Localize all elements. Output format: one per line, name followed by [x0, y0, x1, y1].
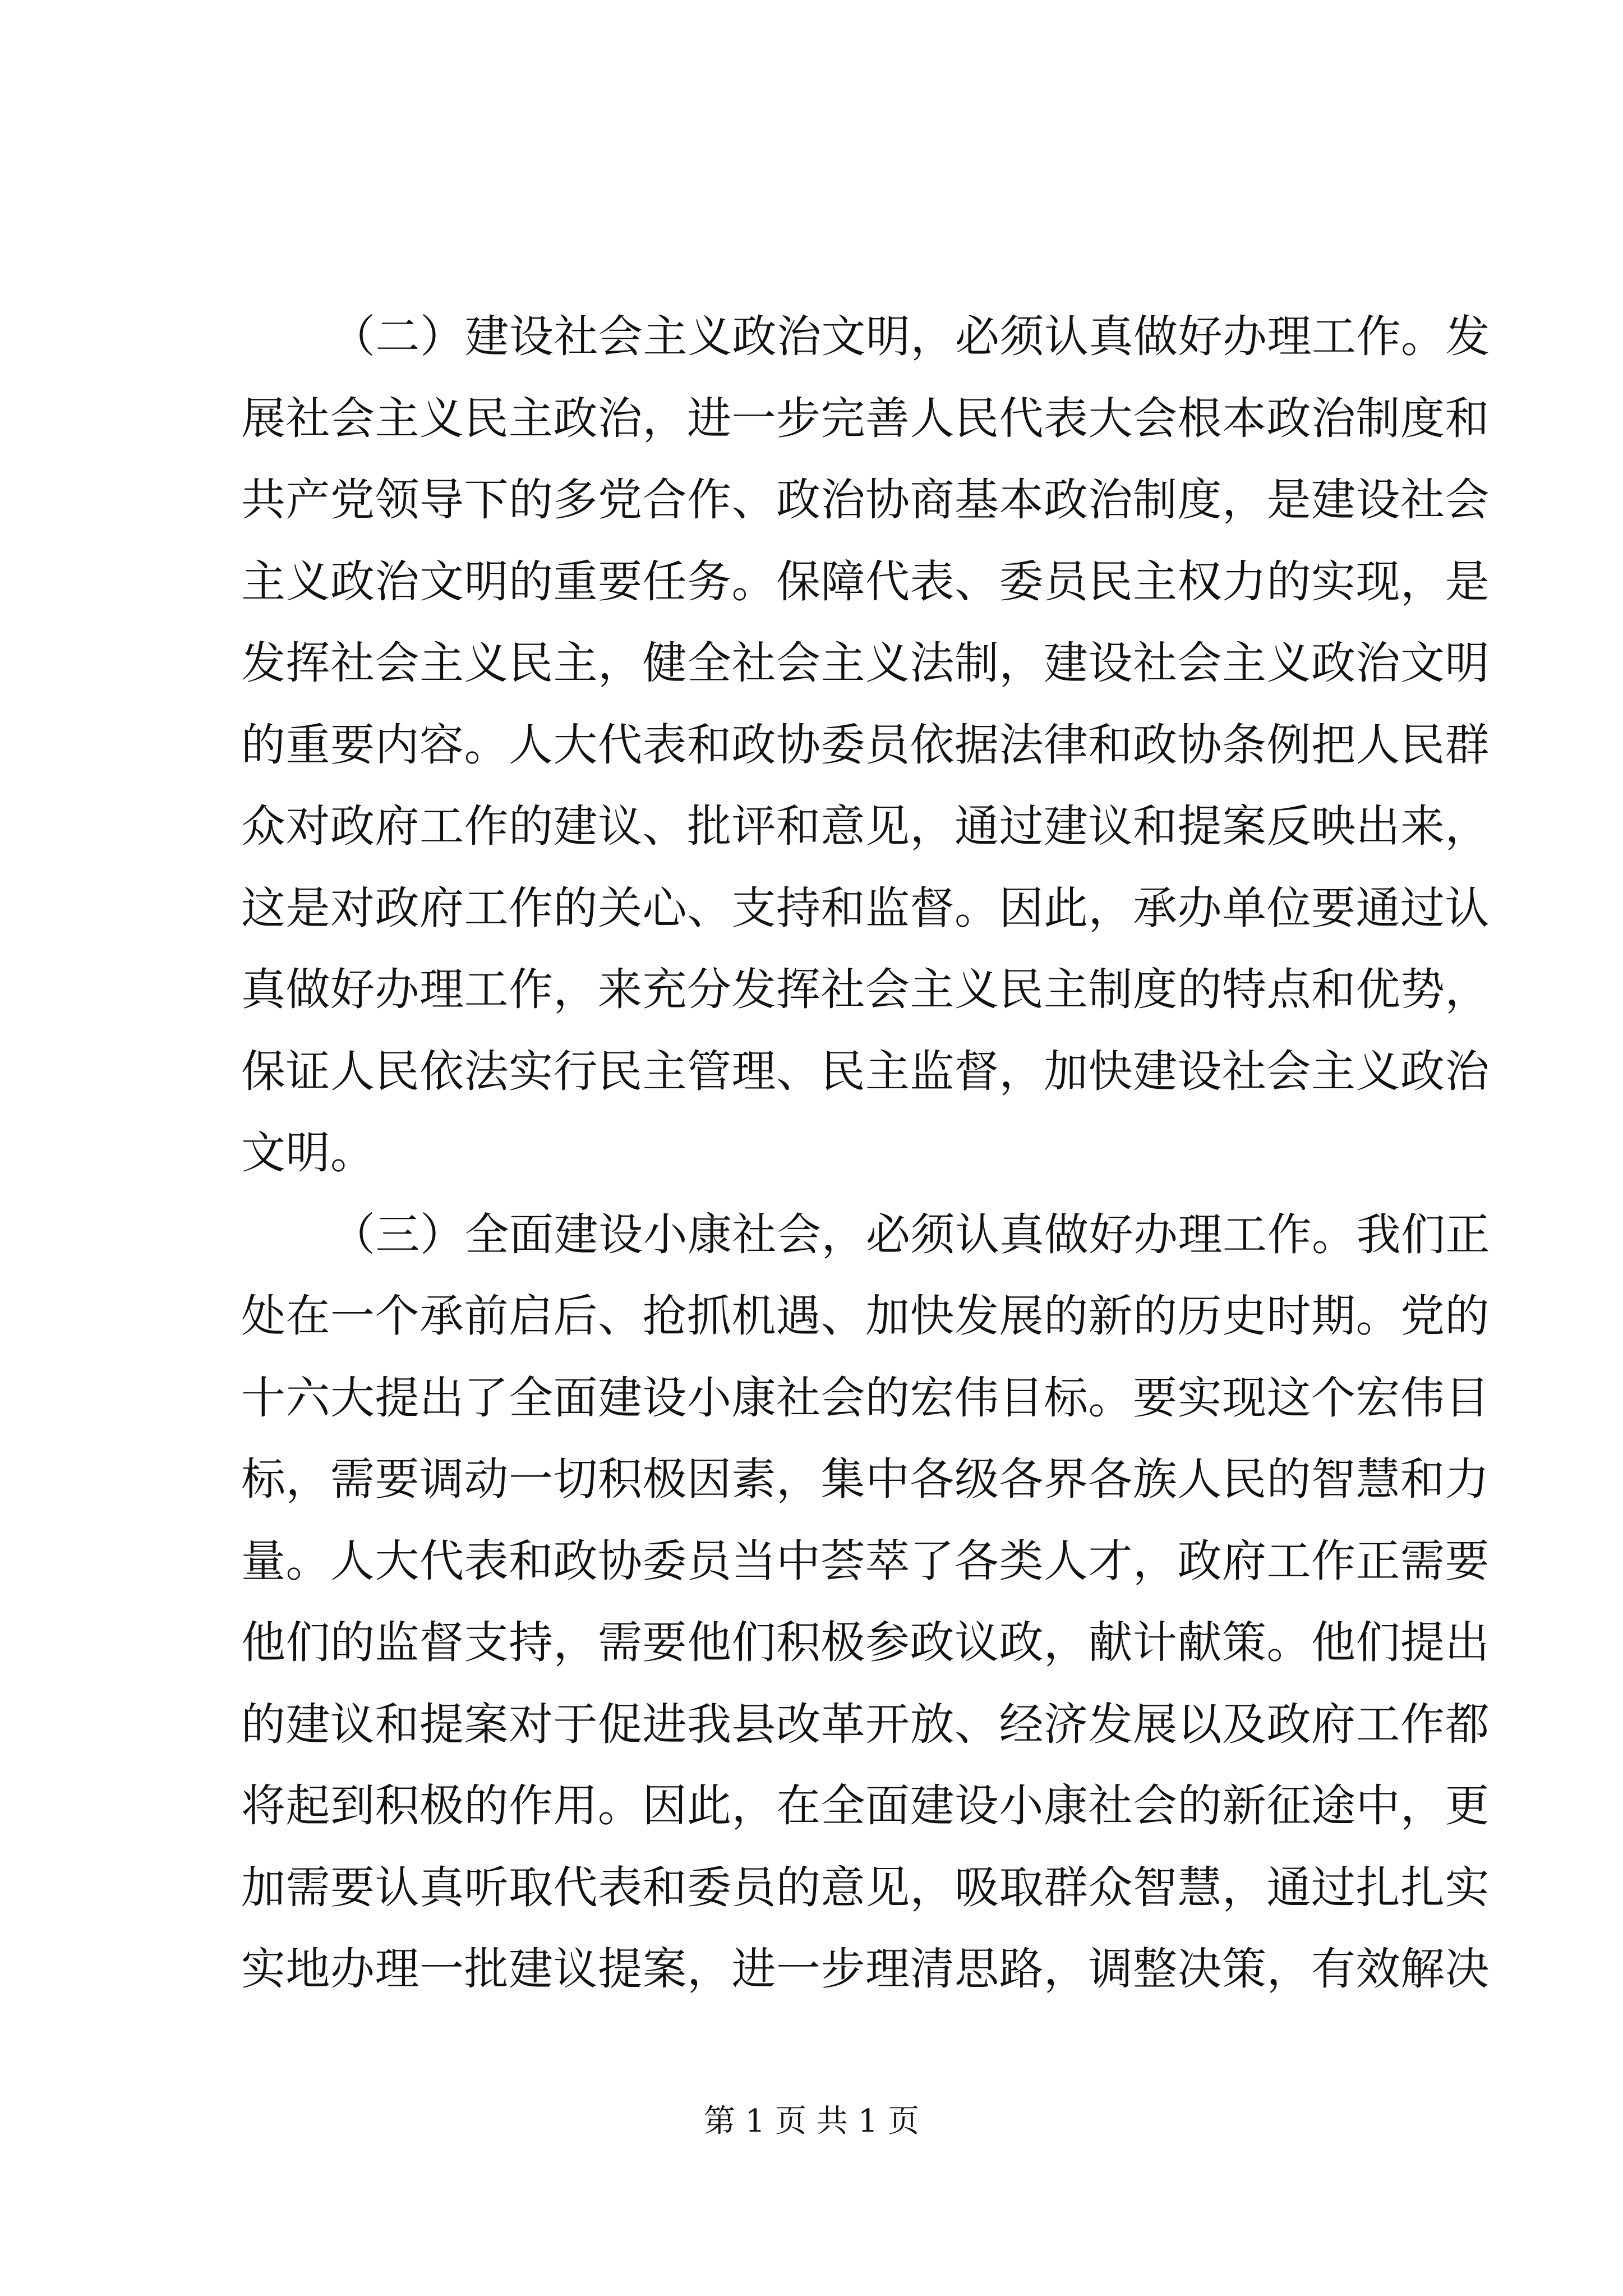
text-line: 文明。 [241, 1127, 375, 1179]
text-line: 实地办理一批建议提案，进一步理清思路，调整决策，有效解决 [241, 1943, 1490, 1995]
page-footer [0, 2102, 1623, 2141]
text-line: 主义政治文明的重要任务。保障代表、委员民主权力的实现，是 [241, 555, 1490, 608]
text-line: 标，需要调动一切积极因素，集中各级各界各族人民的智慧和力 [241, 1453, 1490, 1505]
document-body [241, 296, 1490, 2010]
paragraph-3 [241, 1194, 1490, 2010]
page-number-label: 第 1 页 共 1 页 [703, 2103, 920, 2139]
text-line: 的重要内容。人大代表和政协委员依据法律和政协条例把人民群 [241, 719, 1490, 771]
text-line: 的建议和提案对于促进我县改革开放、经济发展以及政府工作都 [241, 1698, 1490, 1750]
text-line: 将起到积极的作用。因此，在全面建设小康社会的新征途中，更 [241, 1780, 1490, 1832]
paragraph-2 [241, 296, 1490, 1194]
text-line: （三）全面建设小康社会，必须认真做好办理工作。我们正 [331, 1208, 1490, 1260]
text-line: 真做好办理工作，来充分发挥社会主义民主制度的特点和优势， [241, 964, 1490, 1015]
text-line: 这是对政府工作的关心、支持和监督。因此，承办单位要通过认 [241, 882, 1490, 934]
text-line: （二）建设社会主义政治文明，必须认真做好办理工作。发 [331, 311, 1490, 362]
text-line: 十六大提出了全面建设小康社会的宏伟目标。要实现这个宏伟目 [241, 1372, 1490, 1424]
text-line: 处在一个承前启后、抢抓机遇、加快发展的新的历史时期。党的 [241, 1290, 1490, 1342]
text-line: 共产党领导下的多党合作、政治协商基本政治制度，是建设社会 [241, 474, 1490, 526]
text-line: 加需要认真听取代表和委员的意见，吸取群众智慧，通过扎扎实 [241, 1861, 1490, 1913]
text-line: 保证人民依法实行民主管理、民主监督，加快建设社会主义政治 [241, 1045, 1490, 1097]
text-line: 发挥社会主义民主，健全社会主义法制，建设社会主义政治文明 [241, 637, 1490, 689]
text-line: 他们的监督支持，需要他们积极参政议政，献计献策。他们提出 [241, 1617, 1490, 1668]
text-line: 众对政府工作的建议、批评和意见，通过建议和提案反映出来， [241, 800, 1490, 852]
text-line: 展社会主义民主政治，进一步完善人民代表大会根本政治制度和 [241, 392, 1490, 444]
text-line: 量。人大代表和政协委员当中荟萃了各类人才，政府工作正需要 [241, 1535, 1490, 1587]
